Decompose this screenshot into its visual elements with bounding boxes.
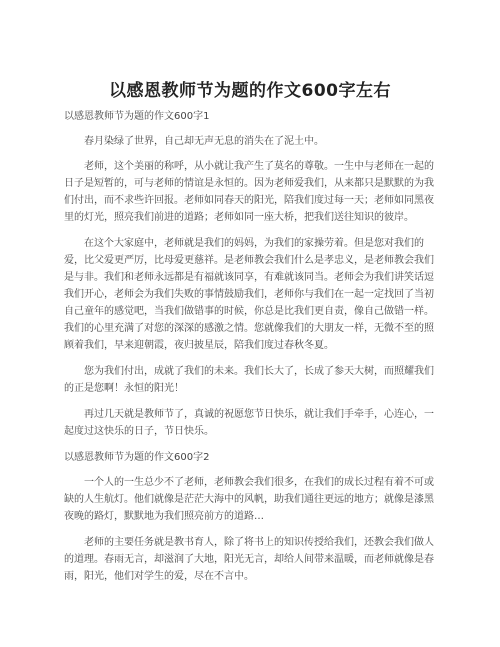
- paragraph: 在这个大家庭中，老师就是我们的妈妈，为我们的家操劳着。但是您对我们的爱，比父爱更严厉，比母爱更慈祥。是老师教会我们什么是孝忠义，是老师教会我们是与非。我们和老师永远都是有福就该同享，有难就该同当。老师会为我们讲笑话逗我们开心，老师会为我们失败的事情鼓励我们，老师你与我们在一起一定找回了当初自己童年的感觉吧，当我们做错事的时候，你总是比我们更自责，像自己做错一样。我们的心里充满了对您的深深的感激之情。您就像我们的大朋友一样，无微不至的照顾着我们，早来迎朝霞，夜归披星辰，陪我们度过春秋冬夏。: [64, 238, 434, 351]
- paragraph: 春月染绿了世界，自己却无声无息的消失在了泥土中。: [84, 136, 324, 147]
- document-body: [64, 108, 436, 585]
- paragraph: 再过几天就是教师节了，真诚的祝愿您节日快乐，就让我们手牵手，心连心，一起度过这快乐的日子，节日快乐。: [64, 409, 434, 437]
- paragraph: 老师的主要任务就是教书育人，除了将书上的知识传授给我们，还教会我们做人的道理。春雨无言，却滋润了大地，阳光无言，却给人间带来温暖，而老师就像是春雨，阳光，他们对学生的爱，尽在不言中。: [64, 537, 434, 582]
- paragraph: 一个人的一生总少不了老师，老师教会我们很多，在我们的成长过程有着不可或缺的人生航灯。他们就像是茫茫大海中的风帆，助我们通往更远的地方；就像是漆黑夜晚的路灯，默默地为我们照亮前方的道路…: [64, 477, 434, 522]
- paragraph: 老师，这个美丽的称呼，从小就让我产生了莫名的尊敬。一生中与老师在一起的日子是短暂的，可与老师的情谊是永恒的。因为老师爱我们，从来都只是默默的为我们付出，而不求些许回报。老师如同春天的阳光，陪我们度过每一天；老师如同黑夜里的灯光，照亮我们前进的道路；老师如同一座大桥，把我们送往知识的彼岸。: [64, 161, 434, 223]
- section-heading: 以感恩教师节为题的作文600字2: [64, 452, 210, 463]
- document-title: 以感恩教师节为题的作文600字左右: [109, 81, 391, 101]
- paragraph: 您为我们付出，成就了我们的未来。我们长大了，长成了参天大树，而照耀我们的正是您啊！永恒的阳光！: [64, 366, 434, 394]
- section-heading: 以感恩教师节为题的作文600字1: [64, 111, 210, 122]
